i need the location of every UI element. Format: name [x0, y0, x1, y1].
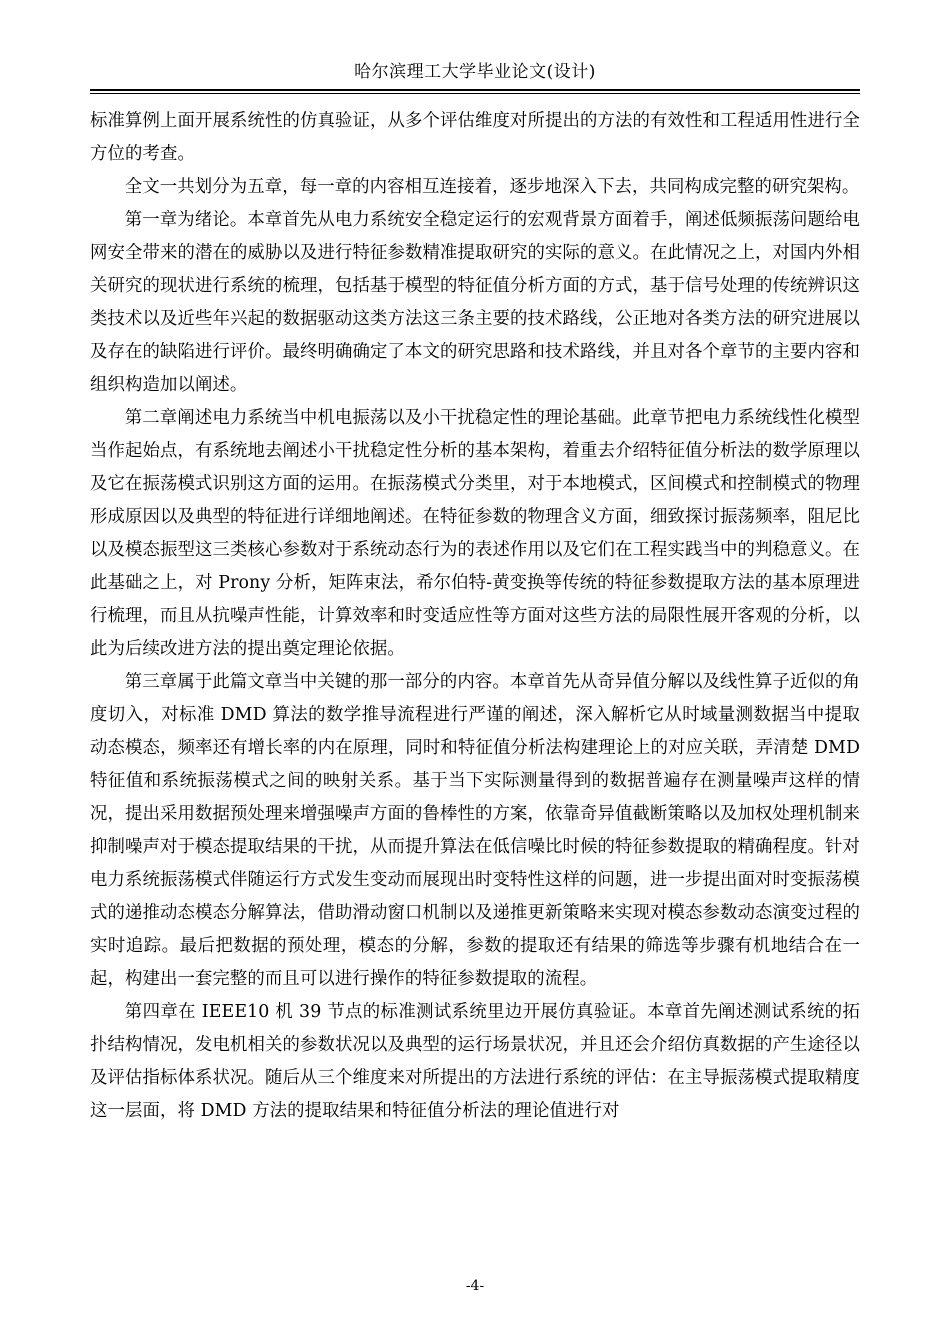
paragraph-chapter-4: 第四章在 IEEE10 机 39 节点的标准测试系统里边开展仿真验证。本章首先阐述测试系统的拓扑结构情况，发电机相关的参数状况以及典型的运行场景状况，并且还会介绍仿真数据的产生途径以及评估指标体系状况。随后从三个维度来对所提出的方法进行系统的评估：在主导振荡模式提取精度这一层面，将 DMD 方法的提取结果和特征值分析法的理论值进行对 [90, 1002, 860, 1121]
header-rule [90, 89, 860, 91]
paragraph-structure-overview: 全文一共划分为五章，每一章的内容相互连接着，逐步地深入下去，共同构成完整的研究架构。 [124, 177, 860, 197]
paragraph-chapter-1: 第一章为绪论。本章首先从电力系统安全稳定运行的宏观背景方面着手，阐述低频振荡问题给电网安全带来的潜在的威胁以及进行特征参数精准提取研究的实际的意义。在此情况之上，对国内外相关研究的现状进行系统的梳理，包括基于模型的特征值分析方面的方式，基于信号处理的传统辨识这类技术以及近些年兴起的数据驱动这类方法这三条主要的技术路线，公正地对各类方法的研究进展以及存在的缺陷进行评价。最终明确确定了本文的研究思路和技术路线，并且对各个章节的主要内容和组织构造加以阐述。 [90, 210, 860, 395]
header-rule-thin [90, 93, 860, 94]
page-number: -4- [465, 1278, 485, 1294]
paragraph-chapter-2: 第二章阐述电力系统当中机电振荡以及小干扰稳定性的理论基础。此章节把电力系统线性化模型当作起始点，有系统地去阐述小干扰稳定性分析的基本架构，着重去介绍特征值分析法的数学原理以及它在振荡模式识别这方面的运用。在振荡模式分类里，对于本地模式，区间模式和控制模式的物理形成原因以及典型的特征进行详细地阐述。在特征参数的物理含义方面，细致探讨振荡频率，阻尼比以及模态振型这三类核心参数对于系统动态行为的表述作用以及它们在工程实践当中的判稳意义。在此基础之上，对 Prony 分析，矩阵束法，希尔伯特-黄变换等传统的特征参数提取方法的基本原理进行梳理，而且从抗噪声性能，计算效率和时变适应性等方面对这些方法的局限性展开客观的分析，以此为后续改进方法的提出奠定理论依据。 [90, 408, 860, 659]
page-header: 哈尔滨理工大学毕业论文(设计) [354, 62, 596, 82]
body-text [90, 105, 860, 1128]
paragraph-continuation: 标准算例上面开展系统性的仿真验证，从多个评估维度对所提出的方法的有效性和工程适用性进行全方位的考查。 [90, 111, 860, 164]
paragraph-chapter-3: 第三章属于此篇文章当中关键的那一部分的内容。本章首先从奇异值分解以及线性算子近似的角度切入，对标准 DMD 算法的数学推导流程进行严谨的阐述，深入解析它从时域量测数据当中提取动态模态，频率还有增长率的内在原理，同时和特征值分析法构建理论上的对应关联，弄清楚 DMD 特征值和系统振荡模式之间的映射关系。基于当下实际测量得到的数据普遍存在测量噪声这样的情况，提出采用数据预处理来增强噪声方面的鲁棒性的方案，依靠奇异值截断策略以及加权处理机制来抑制噪声对于模态提取结果的干扰，从而提升算法在低信噪比时候的特征参数提取的精确程度。针对电力系统振荡模式伴随运行方式发生变动而展现出时变特性这样的问题，进一步提出面对时变振荡模式的递推动态模态分解算法，借助滑动窗口机制以及递推更新策略来实现对模态参数动态演变过程的实时追踪。最后把数据的预处理，模态的分解，参数的提取还有结果的筛选等步骤有机地结合在一起，构建出一套完整的而且可以进行操作的特征参数提取的流程。 [90, 672, 860, 989]
